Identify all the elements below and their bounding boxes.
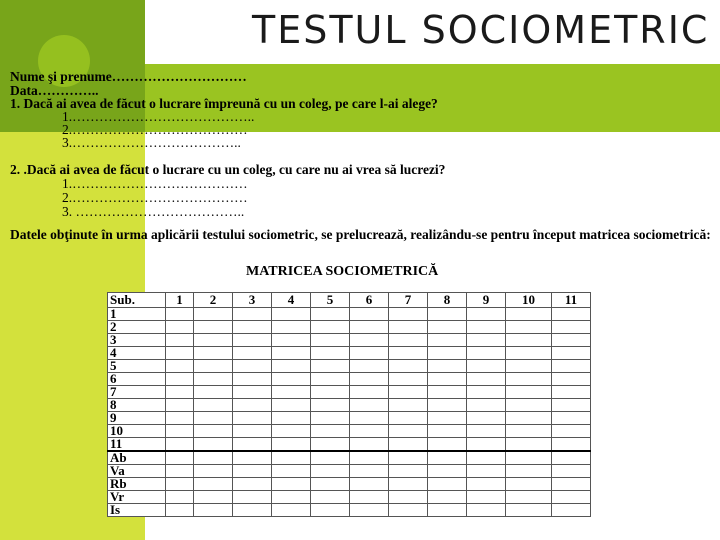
matrix-cell [311,347,350,360]
matrix-cell [272,308,311,321]
matrix-cell [389,504,428,517]
matrix-cell [428,504,467,517]
matrix-cell [233,386,272,399]
matrix-cell [350,334,389,347]
matrix-cell [350,360,389,373]
matrix-column-header: 2 [194,293,233,308]
matrix-cell [552,478,591,491]
matrix-cell [350,347,389,360]
matrix-cell [428,373,467,386]
q1-option-1: 1.………………………………….. [62,109,255,124]
matrix-cell [428,412,467,425]
matrix-summary-label: Va [108,465,166,478]
matrix-cell [272,321,311,334]
matrix-cell [311,360,350,373]
matrix-cell [467,360,506,373]
matrix-cell [552,412,591,425]
matrix-cell [311,491,350,504]
matrix-row-label: 11 [108,438,166,452]
matrix-cell [272,386,311,399]
matrix-cell [552,451,591,465]
matrix-cell [311,321,350,334]
matrix-cell [350,491,389,504]
matrix-cell [467,504,506,517]
matrix-cell [467,451,506,465]
matrix-cell [506,478,552,491]
matrix-cell [194,334,233,347]
matrix-cell [311,478,350,491]
date-field-line: Data………….. [10,83,99,98]
matrix-cell [194,465,233,478]
matrix-column-header: 9 [467,293,506,308]
matrix-cell [552,360,591,373]
matrix-cell [506,308,552,321]
matrix-cell [467,399,506,412]
matrix-cell [272,491,311,504]
matrix-cell [467,412,506,425]
matrix-cell [389,360,428,373]
matrix-cell [428,451,467,465]
matrix-row [108,399,591,412]
matrix-cell [350,465,389,478]
matrix-cell [350,478,389,491]
matrix-cell [272,347,311,360]
matrix-cell [467,334,506,347]
matrix-cell [233,425,272,438]
matrix-cell [350,308,389,321]
matrix-cell [389,465,428,478]
matrix-cell [428,438,467,452]
matrix-cell [389,347,428,360]
matrix-cell [506,412,552,425]
matrix-cell [311,386,350,399]
matrix-cell [272,465,311,478]
matrix-cell [389,438,428,452]
matrix-cell [311,504,350,517]
matrix-cell [233,451,272,465]
matrix-cell [233,308,272,321]
matrix-cell [428,491,467,504]
matrix-cell [166,360,194,373]
matrix-cell [194,399,233,412]
matrix-cell [552,504,591,517]
matrix-cell [166,373,194,386]
matrix-cell [311,308,350,321]
matrix-cell [272,412,311,425]
matrix-cell [467,321,506,334]
matrix-cell [166,438,194,452]
matrix-cell [194,451,233,465]
matrix-cell [428,321,467,334]
matrix-cell [552,438,591,452]
slide-title: TESTUL SOCIOMETRIC [252,8,710,52]
matrix-cell [506,399,552,412]
matrix-column-header: 8 [428,293,467,308]
matrix-cell [506,386,552,399]
matrix-cell [166,308,194,321]
matrix-title: MATRICEA SOCIOMETRICĂ [246,264,439,279]
matrix-cell [389,399,428,412]
matrix-cell [233,438,272,452]
matrix-cell [506,451,552,465]
matrix-cell [506,491,552,504]
matrix-cell [350,399,389,412]
matrix-cell [194,321,233,334]
matrix-cell [194,491,233,504]
matrix-summary-row [108,451,591,465]
matrix-row-label: 6 [108,373,166,386]
matrix-cell [350,412,389,425]
matrix-cell [233,412,272,425]
matrix-cell [166,399,194,412]
q1-option-3: 3.……………………………….. [62,135,241,150]
matrix-column-header: 1 [166,293,194,308]
matrix-cell [506,425,552,438]
matrix-cell [350,373,389,386]
matrix-summary-row [108,478,591,491]
question-1: 1. Dacă ai avea de făcut o lucrare împreună cu un coleg, pe care l-ai alege? [10,96,438,111]
q2-option-1: 1.………………………………… [62,176,248,191]
matrix-row-label: 9 [108,412,166,425]
matrix-column-header: 5 [311,293,350,308]
q2-option-3: 3. ……………………………….. [62,204,245,219]
matrix-cell [311,399,350,412]
matrix-cell [350,321,389,334]
matrix-cell [272,373,311,386]
matrix-cell [506,373,552,386]
matrix-cell [272,451,311,465]
matrix-column-header: 6 [350,293,389,308]
matrix-cell [552,373,591,386]
matrix-cell [272,334,311,347]
matrix-cell [467,425,506,438]
matrix-cell [389,386,428,399]
matrix-summary-label: Is [108,504,166,517]
matrix-cell [233,504,272,517]
matrix-row [108,321,591,334]
matrix-cell [506,504,552,517]
matrix-cell [467,465,506,478]
name-field-line: Nume şi prenume………………………… [10,69,247,84]
matrix-cell [428,478,467,491]
matrix-column-header: 7 [389,293,428,308]
matrix-cell [194,308,233,321]
matrix-cell [194,478,233,491]
matrix-cell [233,399,272,412]
matrix-row [108,425,591,438]
matrix-cell [389,334,428,347]
matrix-cell [194,373,233,386]
matrix-row [108,373,591,386]
matrix-cell [552,334,591,347]
matrix-cell [389,491,428,504]
matrix-cell [428,425,467,438]
matrix-cell [272,425,311,438]
matrix-cell [350,451,389,465]
matrix-column-header: 3 [233,293,272,308]
matrix-cell [233,373,272,386]
matrix-row-label: 5 [108,360,166,373]
matrix-cell [194,347,233,360]
matrix-cell [233,321,272,334]
matrix-cell [233,347,272,360]
explanation-paragraph: Datele obţinute în urma aplicării testului sociometric, se prelucrează, realizându-se pentru început matricea sociometrică: [10,227,711,242]
matrix-column-header: 11 [552,293,591,308]
matrix-cell [272,399,311,412]
matrix-cell [166,491,194,504]
matrix-cell [311,451,350,465]
matrix-cell [389,425,428,438]
matrix-summary-label: Vr [108,491,166,504]
matrix-cell [428,347,467,360]
matrix-cell [506,465,552,478]
matrix-cell [350,386,389,399]
matrix-cell [428,465,467,478]
matrix-cell [389,373,428,386]
matrix-cell [311,438,350,452]
matrix-cell [428,399,467,412]
matrix-cell [389,308,428,321]
matrix-cell [552,425,591,438]
matrix-cell [311,334,350,347]
matrix-cell [467,386,506,399]
matrix-cell [233,360,272,373]
matrix-row-label: 7 [108,386,166,399]
matrix-cell [233,478,272,491]
matrix-cell [272,360,311,373]
matrix-row [108,347,591,360]
matrix-cell [467,347,506,360]
matrix-cell [552,399,591,412]
matrix-cell [467,373,506,386]
matrix-cell [166,334,194,347]
matrix-cell [194,438,233,452]
matrix-cell [350,425,389,438]
matrix-cell [552,321,591,334]
matrix-cell [166,347,194,360]
matrix-cell [552,386,591,399]
matrix-summary-row [108,491,591,504]
q1-option-2: 2.………………………………… [62,122,248,137]
matrix-cell [467,491,506,504]
matrix-cell [350,438,389,452]
matrix-summary-label: Rb [108,478,166,491]
matrix-cell [166,425,194,438]
matrix-column-header: 4 [272,293,311,308]
matrix-row-label: 2 [108,321,166,334]
matrix-cell [194,412,233,425]
matrix-cell [311,465,350,478]
matrix-cell [311,425,350,438]
matrix-cell [389,451,428,465]
matrix-cell [506,334,552,347]
matrix-cell [467,438,506,452]
matrix-row-label: 1 [108,308,166,321]
matrix-row-label: 10 [108,425,166,438]
matrix-cell [194,386,233,399]
matrix-cell [389,321,428,334]
matrix-cell [233,465,272,478]
matrix-cell [552,465,591,478]
matrix-cell [467,308,506,321]
matrix-cell [233,491,272,504]
matrix-cell [506,347,552,360]
matrix-cell [166,386,194,399]
matrix-cell [552,491,591,504]
matrix-row [108,334,591,347]
matrix-row [108,438,591,452]
matrix-cell [506,360,552,373]
matrix-cell [467,478,506,491]
matrix-cell [428,308,467,321]
matrix-cell [233,334,272,347]
matrix-cell [428,334,467,347]
matrix-cell [552,308,591,321]
matrix-cell [166,412,194,425]
matrix-cell [428,386,467,399]
matrix-row [108,386,591,399]
q2-option-2: 2.………………………………… [62,190,248,205]
matrix-row [108,308,591,321]
matrix-column-header: 10 [506,293,552,308]
matrix-summary-label: Ab [108,451,166,465]
matrix-cell [166,321,194,334]
matrix-row-label: 3 [108,334,166,347]
matrix-cell [194,504,233,517]
sociometric-matrix [107,292,591,517]
matrix-header-row [108,293,591,308]
matrix-header-label: Sub. [108,293,166,308]
matrix-cell [311,373,350,386]
matrix-cell [272,438,311,452]
matrix-row-label: 4 [108,347,166,360]
matrix-cell [166,504,194,517]
matrix-cell [506,321,552,334]
matrix-cell [389,412,428,425]
matrix-cell [552,347,591,360]
matrix-cell [194,360,233,373]
matrix-cell [311,412,350,425]
matrix-cell [272,478,311,491]
matrix-row [108,360,591,373]
question-2: 2. .Dacă ai avea de făcut o lucrare cu un coleg, cu care nu ai vrea să lucrezi? [10,162,446,177]
matrix-cell [389,478,428,491]
matrix-cell [506,438,552,452]
matrix-row [108,412,591,425]
matrix-cell [428,360,467,373]
matrix-cell [166,465,194,478]
matrix-cell [194,425,233,438]
matrix-cell [350,504,389,517]
matrix-row-label: 8 [108,399,166,412]
matrix-cell [166,478,194,491]
matrix-summary-row [108,465,591,478]
matrix-cell [166,451,194,465]
matrix-summary-row [108,504,591,517]
matrix-cell [272,504,311,517]
